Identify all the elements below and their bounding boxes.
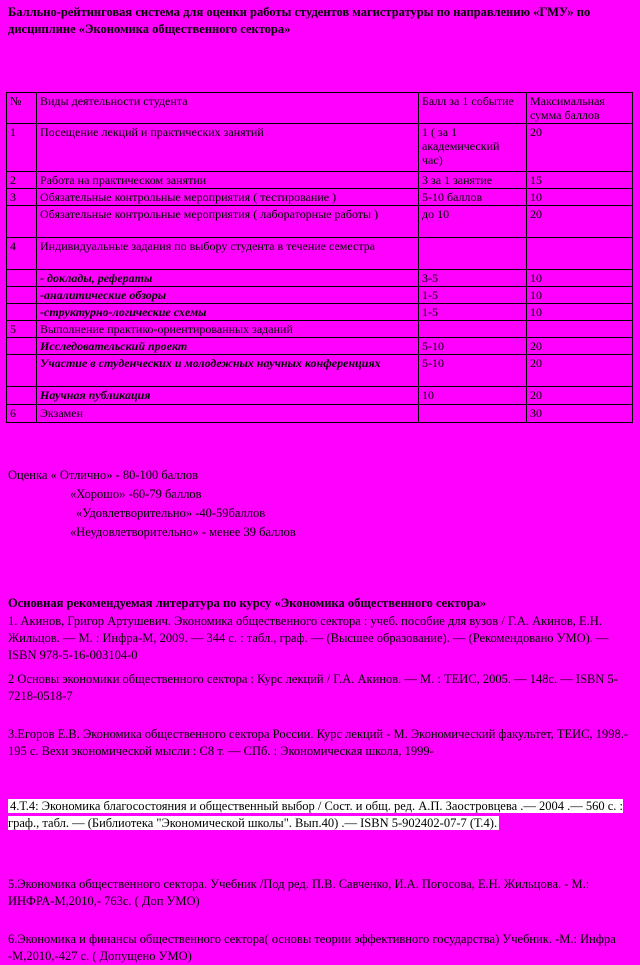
cell-num	[7, 270, 37, 287]
table-row	[7, 287, 633, 304]
cell-points	[419, 238, 527, 270]
literature-item-1: 1. Акинов, Григор Артушевич. Экономика общественного сектора : учеб. пособие для вузов / Г.А. Акинов, Е.Н. Жильцов. — М. : Инфра-М, 2009. — 344 с. : табл., граф. — (Высшее образование). — (Рекомендовано УМО). — ISBN 978-5-16-003104-0	[8, 614, 609, 662]
cell-points: 5-10	[419, 355, 527, 387]
cell-num: 6	[7, 405, 37, 423]
table-row	[7, 238, 633, 270]
cell-num	[7, 287, 37, 304]
table-row	[7, 355, 633, 387]
literature-item-3: 3.Егоров Е.В. Экономика общественного сектора России. Курс лекций - М. Экономический факультет, ТЕИС, 1998.- 195 с. Вехи экономической мысли : С8 т. — СПб. : Экономическая школа, 1999-	[8, 727, 629, 758]
table-header-row	[7, 93, 633, 124]
cell-max: 10	[527, 287, 633, 304]
cell-activity: Индивидуальные задания по выбору студента в течение семестра	[37, 238, 419, 270]
cell-points: 5-10	[419, 338, 527, 355]
scale-good: «Хорошо» -60-79 баллов	[70, 487, 202, 501]
header-max: Максимальная сумма баллов	[527, 93, 633, 124]
literature-item-4-text: 4.Т.4: Экономика благосостояния и общественный выбор / Сост. и общ. ред. А.П. Заостровцева .— 2004 .— 560 с. : граф., табл. — (Библиотека "Экономической школы". Вып.40) .— ISBN 5-902402-07-7 (Т.4).	[8, 799, 624, 830]
literature-heading: Основная рекомендуемая литература по курсу «Экономика общественного сектора»	[8, 596, 487, 610]
table-row	[7, 405, 633, 423]
header-points: Балл за 1 событие	[419, 93, 527, 124]
cell-num	[7, 338, 37, 355]
cell-max	[527, 238, 633, 270]
cell-points: 1-5	[419, 304, 527, 321]
table-row	[7, 304, 633, 321]
cell-num: 5	[7, 321, 37, 338]
cell-points: 1 ( за 1 академический час)	[419, 124, 527, 172]
table-row	[7, 338, 633, 355]
grading-table	[6, 92, 633, 423]
scale-excellent: Оценка « Отлично» - 80-100 баллов	[8, 468, 199, 482]
cell-activity: Работа на практическом занятии	[37, 172, 419, 189]
table-row	[7, 270, 633, 287]
table-row	[7, 172, 633, 189]
cell-max: 20	[527, 338, 633, 355]
cell-num	[7, 206, 37, 238]
table-row	[7, 206, 633, 238]
cell-num: 2	[7, 172, 37, 189]
cell-points: 5-10 баллов	[419, 189, 527, 206]
header-num: №	[7, 93, 37, 124]
cell-max: 20	[527, 124, 633, 172]
literature-item-2: 2 Основы экономики общественного сектора : Курс лекций / Г.А. Акинов. — М. : ТЕИС, 2005. — 148с. — ISBN 5-7218-0518-7	[8, 672, 618, 703]
cell-num: 1	[7, 124, 37, 172]
cell-num: 3	[7, 189, 37, 206]
cell-num	[7, 355, 37, 387]
cell-activity: - доклады, рефераты	[37, 270, 419, 287]
cell-points: 3-5	[419, 270, 527, 287]
cell-max: 30	[527, 405, 633, 423]
literature-item-6: 6.Экономика и финансы общественного сектора( основы теории эффективного государства) Учебник. -М.: Инфра -М,2010,-427 с. ( Допущено УМО)	[8, 932, 616, 963]
cell-points: 3 за 1 занятие	[419, 172, 527, 189]
cell-max: 20	[527, 206, 633, 238]
cell-max: 10	[527, 189, 633, 206]
cell-activity: Обязательные контрольные мероприятия ( лабораторные работы )	[37, 206, 419, 238]
cell-max: 20	[527, 387, 633, 405]
header-activity: Виды деятельности студента	[37, 93, 419, 124]
grading-scale	[8, 466, 628, 542]
cell-activity: Научная публикация	[37, 387, 419, 405]
cell-points	[419, 321, 527, 338]
grading-table-body	[7, 93, 633, 423]
cell-activity: Выполнение практико-ориентированных заданий	[37, 321, 419, 338]
scale-satisfactory: «Удовлетворительно» -40-59баллов	[76, 506, 266, 520]
scale-unsatisfactory: «Неудовлетворительно» - менее 39 баллов	[70, 525, 296, 539]
cell-activity: Участие в студенческих и молодежных научных конференциях	[37, 355, 419, 387]
cell-activity: Посещение лекций и практических занятий	[37, 124, 419, 172]
literature-item-5: 5.Экономика общественного сектора. Учебник /Под ред. П.В. Савченко, И.А. Погосова, Е.Н. Жильцова. - М.: ИНФРА-М,2010,- 763с. ( Доп УМО)	[8, 877, 590, 908]
cell-activity: -аналитические обзоры	[37, 287, 419, 304]
cell-max: 10	[527, 304, 633, 321]
table-row	[7, 321, 633, 338]
cell-points: 1-5	[419, 287, 527, 304]
cell-num	[7, 387, 37, 405]
cell-activity: Исследовательский проект	[37, 338, 419, 355]
table-row	[7, 189, 633, 206]
cell-max: 20	[527, 355, 633, 387]
literature-item-4	[8, 798, 632, 832]
cell-max: 15	[527, 172, 633, 189]
cell-points	[419, 405, 527, 423]
cell-max	[527, 321, 633, 338]
cell-points: до 10	[419, 206, 527, 238]
cell-points: 10	[419, 387, 527, 405]
cell-activity: -структурно-логические схемы	[37, 304, 419, 321]
cell-activity: Экзамен	[37, 405, 419, 423]
cell-num	[7, 304, 37, 321]
cell-max: 10	[527, 270, 633, 287]
table-row	[7, 387, 633, 405]
cell-activity: Обязательные контрольные мероприятия ( тестирование )	[37, 189, 419, 206]
cell-num: 4	[7, 238, 37, 270]
page-title: Балльно-рейтинговая система для оценки работы студентов магистратуры по направлению «ГМУ» по дисциплине «Экономика общественного сектора»	[8, 5, 591, 36]
table-row	[7, 124, 633, 172]
